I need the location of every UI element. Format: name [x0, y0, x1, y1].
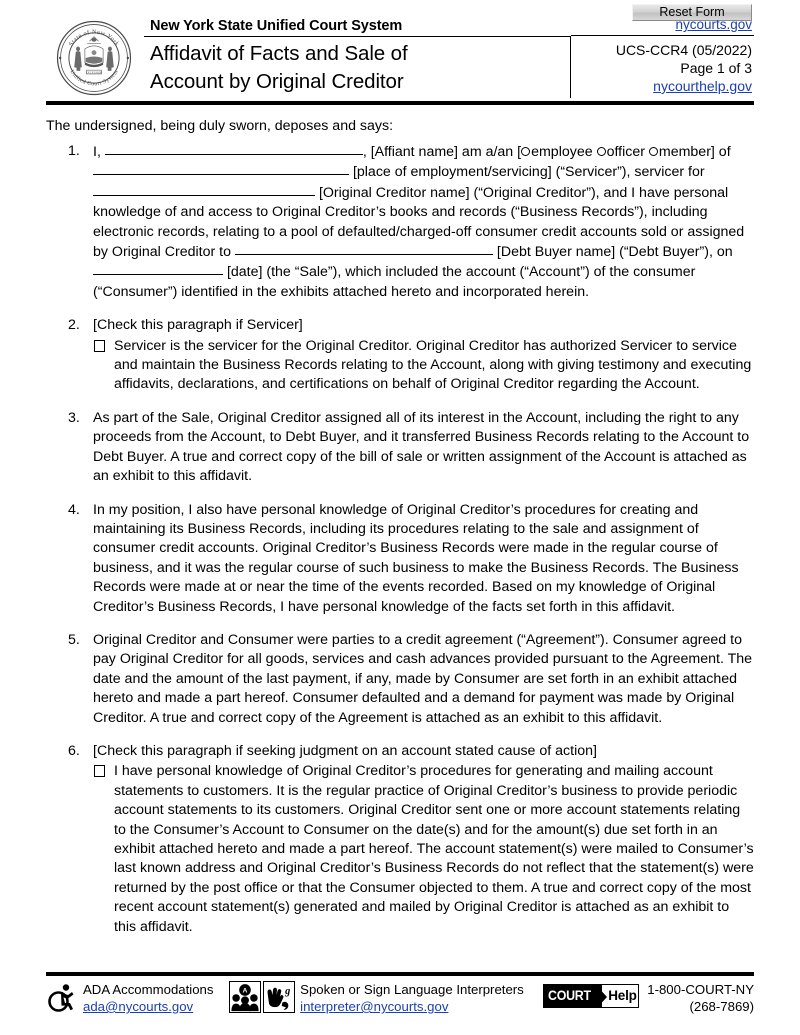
reset-form-button[interactable]: Reset Form [632, 4, 752, 21]
fill-in-blank[interactable] [93, 183, 315, 196]
interpreter-email-text: interpreter@nycourts.gov [300, 999, 449, 1014]
header-title-block [144, 17, 571, 101]
courthelp-logo[interactable] [543, 984, 639, 1008]
item-number: 3. [68, 409, 80, 426]
seal-cell [46, 17, 144, 101]
radio-button[interactable] [521, 147, 530, 156]
footer-divider-rule [46, 972, 754, 976]
form-meta [571, 35, 754, 97]
form-title-line-2: Account by Original Creditor [150, 70, 404, 93]
ada-group [46, 981, 213, 1015]
interpreter-label: Spoken or Sign Language Interpreters [300, 982, 524, 997]
item-body [93, 742, 754, 937]
radio-button[interactable] [597, 147, 606, 156]
checkbox[interactable] [94, 340, 105, 352]
ny-court-seal-icon [56, 20, 132, 96]
sign-language-icon [263, 981, 295, 1013]
paragraph-text: I, [93, 144, 105, 160]
checkbox-text: Servicer is the servicer for the Original Creditor. Original Creditor has authorized Servicer to service and maintain the Business Records relating to the Account, along with giving testimony and executing affidavits, declarations, and certifications on behalf of Original Creditor regarding the Account. [114, 337, 752, 393]
phone-line-1: 1-800-COURT-NY [647, 982, 754, 997]
paragraph-text: member] of [658, 144, 731, 160]
checkbox[interactable] [94, 765, 105, 777]
numbered-item [46, 742, 754, 937]
paragraph-text: In my position, I also have personal knowledge of Original Creditor’s procedures for creating and maintaining its Business Records, including its procedures relating to the sale and assignment of consumer credit accounts. Original Creditor’s Business Records were made in the regular course of business, and it was the regular course of such business to make the Business Records. The Business Records were made at or near the time of the events recorded. Based on my knowledge of Original Creditor’s Business Records, I have personal knowledge of the facts set forth in this affidavit. [93, 501, 739, 615]
ada-text-block [78, 981, 213, 1015]
ada-email-text: ada@nycourts.gov [83, 999, 194, 1014]
courthelp-phone [639, 981, 754, 1015]
svg-text:g: g [285, 986, 291, 998]
interpreter-email-link[interactable] [300, 998, 524, 1015]
paragraph-text: [place of employment/servicing] (“Servicer”), servicer for [349, 164, 705, 181]
item-body [93, 316, 754, 395]
svg-text:State of New York: State of New York [67, 28, 121, 48]
form-title-line-1: Affidavit of Facts and Sale of [150, 42, 408, 65]
svg-text:A: A [242, 987, 248, 995]
radio-button[interactable] [649, 147, 658, 156]
fill-in-blank[interactable] [105, 142, 363, 155]
courthelp-word-court: COURT [548, 988, 592, 1003]
page-number: Page 1 of 3 [680, 60, 752, 76]
nycourts-link-top[interactable] [571, 17, 754, 35]
checkbox-row [93, 337, 754, 395]
item-number: 5. [68, 631, 80, 648]
checkbox-row [93, 762, 754, 937]
svg-text:EXCELSIOR: EXCELSIOR [85, 70, 103, 75]
item-number: 1. [68, 143, 80, 159]
checkbox-text: I have personal knowledge of Original Creditor’s procedures for generating and mailing account statements to customers. It is the regular practice of Original Creditor’s business to provide periodic account statements to its customers. Original Creditor sent one or more account statements relating to the Consumer’s Account to Consumer on the date(s) and for the amount(s) due set forth in an exhibit attached hereto and made a part hereof. The account statement(s) were mailed to Consumer’s last known address and Original Creditor’s Business Records do not reflect that the statement(s) were returned by the post office or that the Consumer objected to them. A true and correct copy of the most recent account statement(s) generated and mailed by Original Creditor is attached as an exhibit to this affidavit. [114, 763, 754, 935]
nycourthelp-link-text: nycourthelp.gov [653, 78, 752, 94]
item-number: 6. [68, 742, 80, 759]
header-divider-rule [46, 101, 754, 105]
item-body [93, 501, 754, 617]
nycourthelp-link[interactable] [571, 77, 752, 95]
item-number: 2. [68, 317, 80, 334]
header-meta-block [571, 17, 754, 101]
nycourts-link-top-text: nycourts.gov [675, 17, 752, 32]
interpreter-text-block [295, 981, 524, 1015]
fill-in-blank[interactable] [93, 162, 349, 175]
courthelp-word-help: Help [608, 988, 637, 1003]
numbered-item [46, 142, 754, 302]
item-instruction: [Check this paragraph if Servicer] [93, 317, 303, 334]
fill-in-blank[interactable] [93, 262, 223, 275]
svg-text:Unified Court System: Unified Court System [68, 69, 120, 88]
paragraph-text: [date] (the “Sale”), which included the account (“Account”) of the consumer (“Consumer”) identified in the exhibits attached hereto and incorporated herein. [93, 264, 696, 300]
accessibility-icon [46, 981, 78, 1013]
numbered-item [46, 501, 754, 617]
paragraph-text: , [Affiant name] am a/an [ [362, 144, 522, 160]
paragraph-text: [Original Creditor name] (“Original Creditor”), and I have personal knowledge of and access to Original Creditor’s books and records (“Business Records”), including electronic records, relating to a pool of defaulted/charged-off consumer credit accounts sold or assigned by Original Creditor to [93, 184, 745, 261]
paragraph-text: [Debt Buyer name] (“Debt Buyer”), on [492, 244, 733, 261]
courthelp-logo-left [544, 985, 602, 1007]
intro-text: The undersigned, being duly sworn, deposes and says: [46, 118, 394, 134]
phone-line-2: (268-7869) [689, 999, 754, 1014]
form-title [144, 36, 571, 98]
paragraph-text: employee [531, 144, 597, 160]
paragraph-text: Original Creditor and Consumer were parties to a credit agreement (“Agreement”). Consumer agreed to pay Original Creditor for all goods, services and cash advances provided pursuant to the Agreement. The date and the amount of the last payment, if any, made by Consumer are set forth in an exhibit attached hereto and made a part hereof. Consumer defaulted and a demand for payment was made by Original Creditor. A true and correct copy of the Agreement is attached as an exhibit to this affidavit. [93, 631, 753, 726]
numbered-item [46, 316, 754, 395]
numbered-items-list [46, 142, 754, 951]
paragraph-text: officer [606, 144, 649, 160]
paragraph-text: As part of the Sale, Original Creditor assigned all of its interest in the Account, including the right to any proceeds from the Account, to Debt Buyer, and it transferred Business Records relating to the Account to Debt Buyer. A true and correct copy of the bill of sale or written assignment of the Account is attached as an exhibit to this affidavit. [93, 409, 750, 485]
spoken-language-icon [229, 981, 261, 1013]
item-body [93, 631, 754, 728]
form-header [46, 17, 754, 101]
form-footer [46, 981, 754, 1025]
numbered-item [46, 409, 754, 487]
ada-email-link[interactable] [83, 998, 213, 1015]
fill-in-paragraph [93, 142, 754, 302]
item-instruction: [Check this paragraph if seeking judgment on an account stated cause of action] [93, 742, 597, 759]
item-body [93, 409, 754, 487]
item-number: 4. [68, 501, 80, 518]
fill-in-blank[interactable] [235, 242, 493, 255]
form-code: UCS-CCR4 (05/2022) [615, 42, 752, 58]
agency-name: New York State Unified Court System [150, 18, 403, 34]
courthelp-arrow-icon [596, 985, 607, 1008]
ada-label: ADA Accommodations [83, 982, 214, 997]
item-body [93, 142, 754, 302]
numbered-item [46, 631, 754, 728]
